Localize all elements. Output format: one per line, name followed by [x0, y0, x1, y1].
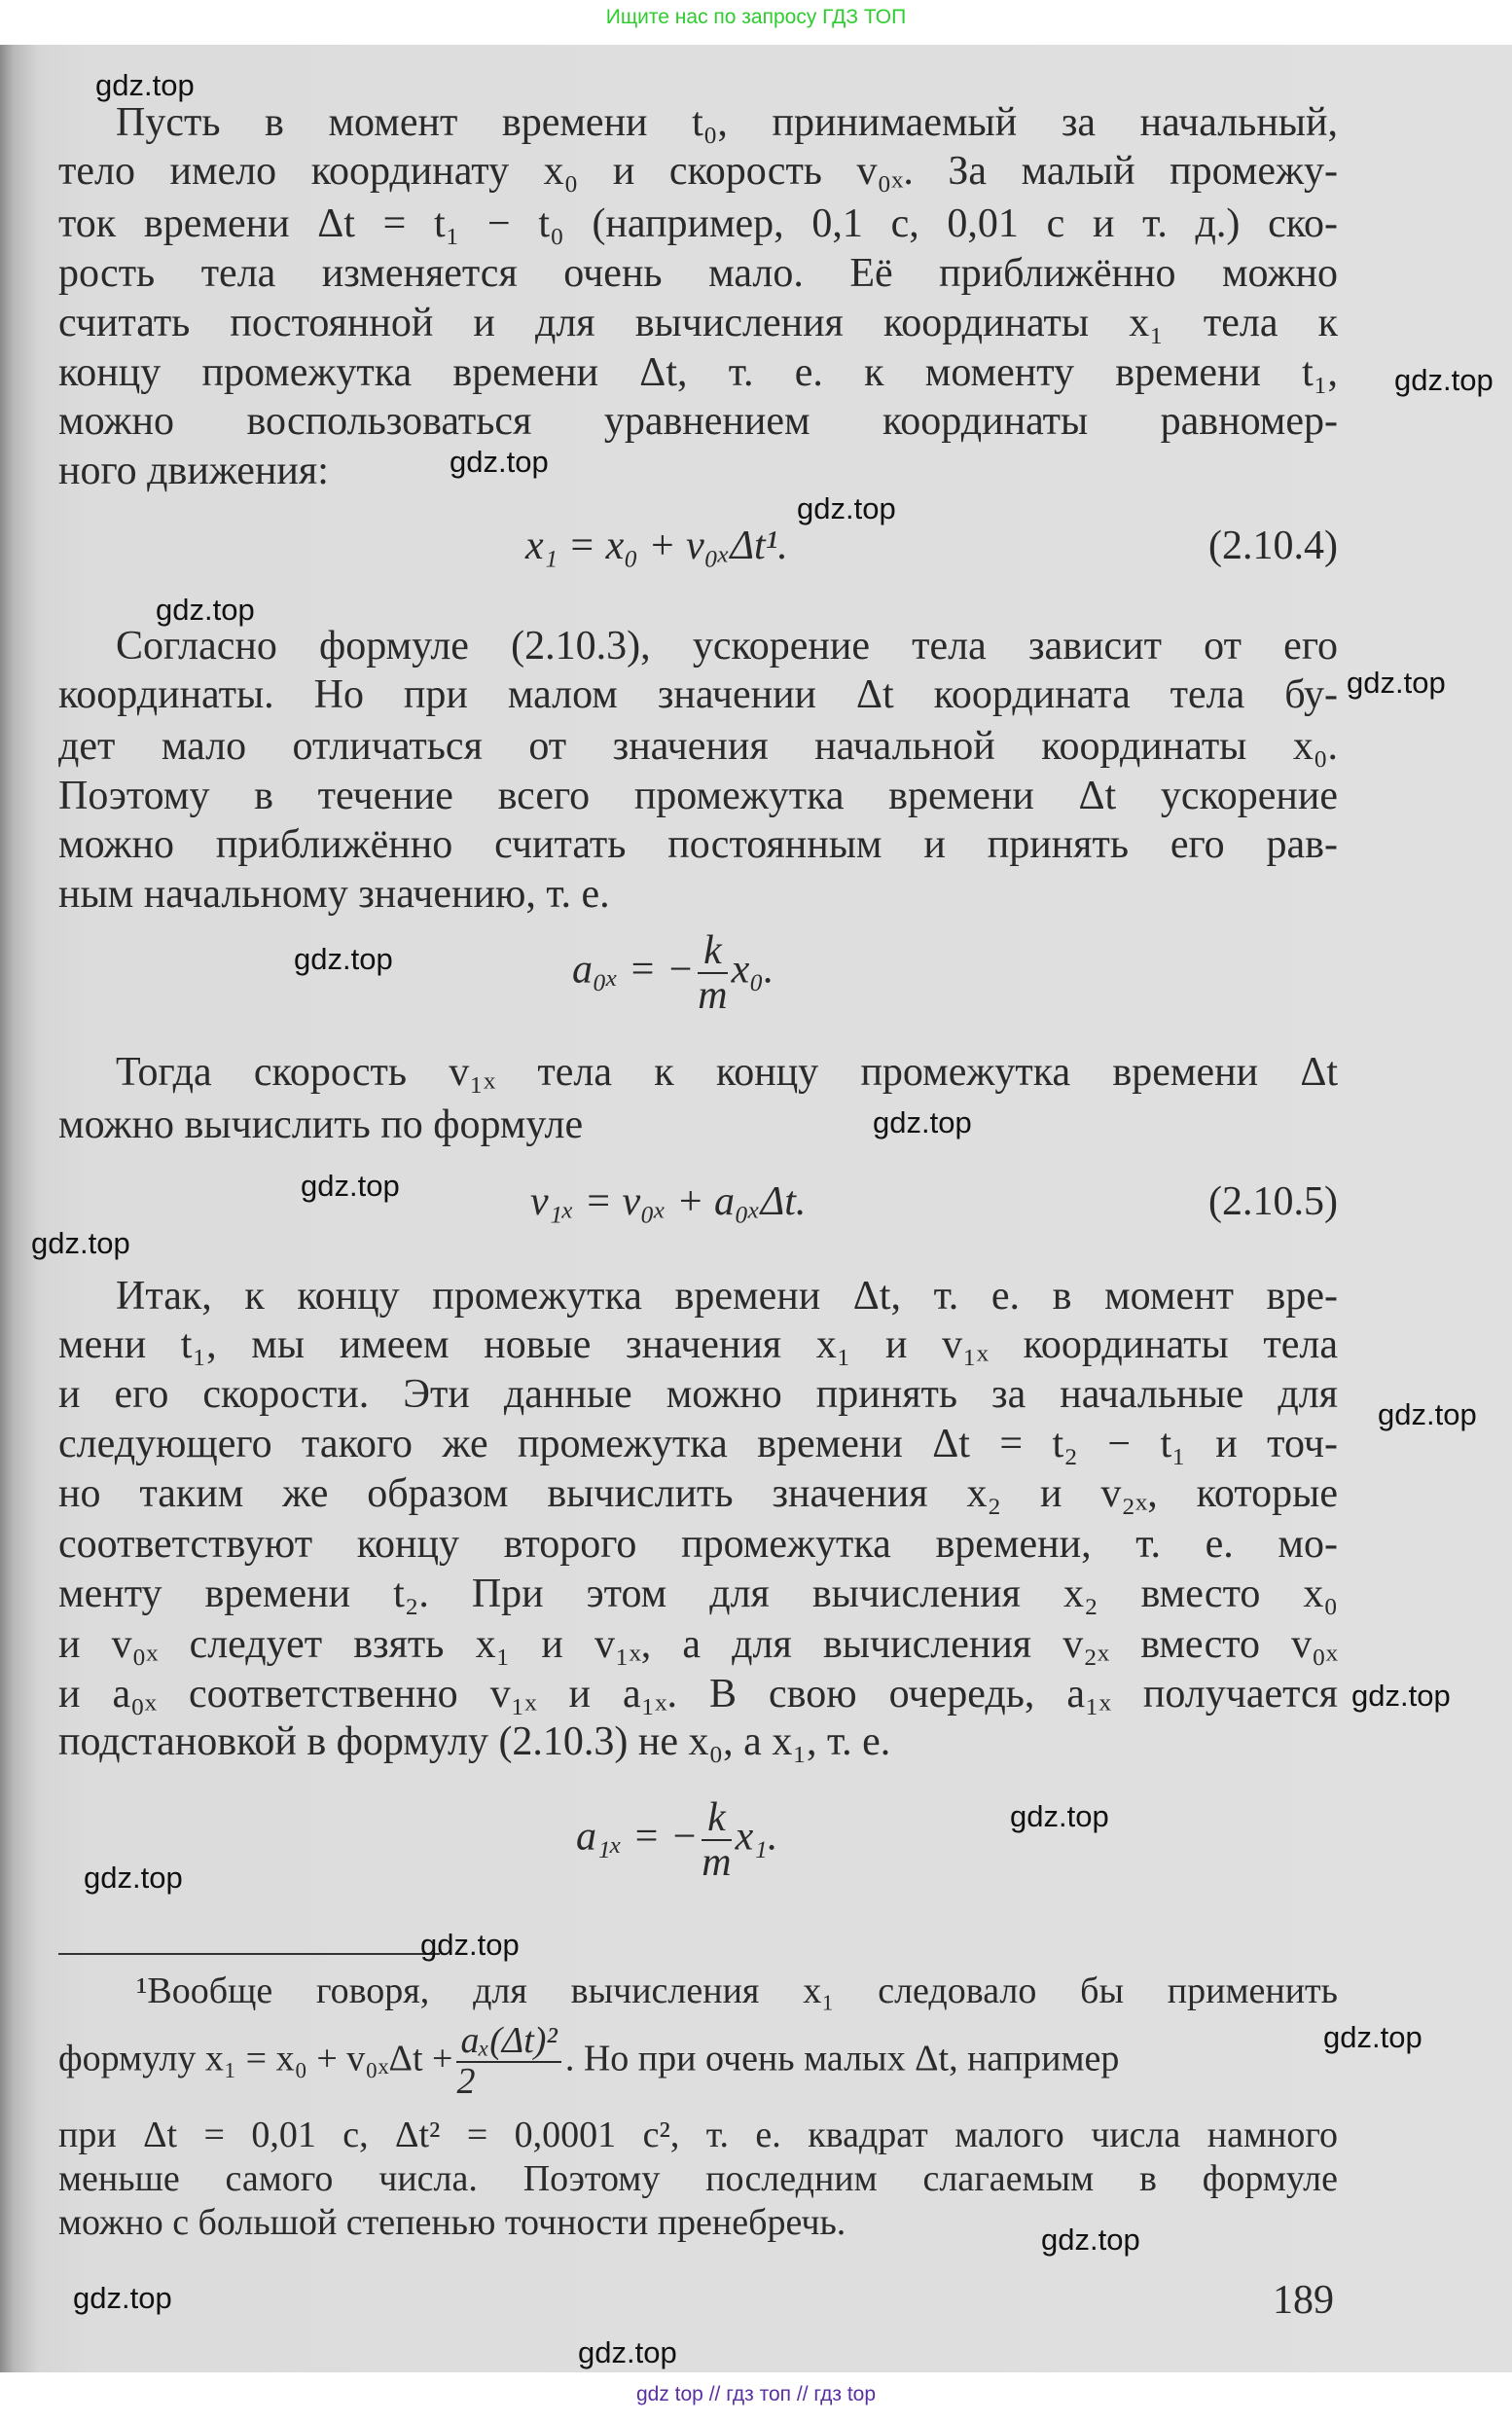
- watermark: gdz.top: [156, 593, 255, 627]
- watermark: gdz.top: [1378, 1397, 1477, 1431]
- watermark: gdz.top: [301, 1169, 400, 1203]
- eq-rhs: x₁.: [735, 1814, 778, 1860]
- text-line: Итак, к концу промежутка времени Δt, т. е. в момент вре-: [116, 1274, 1338, 1319]
- text-line: рость тела изменяется очень мало. Её приближённо можно: [58, 251, 1338, 296]
- equation-a1x: [576, 1796, 777, 1884]
- text-line: концу промежутка времени Δt, т. е. к моменту времени t₁,: [58, 350, 1338, 395]
- text-line: Поэтому в течение всего промежутка времени Δt ускорение: [58, 774, 1338, 818]
- text-line: ток времени Δt = t₁ − t₀ (например, 0,1 с, 0,01 с и т. д.) ско-: [58, 201, 1338, 246]
- text-line: следующего такого же промежутка времени Δt = t₂ − t₁ и точ-: [58, 1422, 1338, 1466]
- numerator: k: [698, 929, 727, 974]
- watermark: gdz.top: [450, 445, 549, 479]
- watermark: gdz.top: [578, 2335, 677, 2369]
- numerator: aₓ(Δt)²: [456, 2022, 560, 2063]
- footnote-line: можно с большой степенью точности пренебречь.: [58, 2202, 846, 2243]
- text-line: координаты. Но при малом значении Δt координата тела бу-: [58, 672, 1338, 717]
- text-line: и его скорости. Эти данные можно принять за начальные для: [58, 1372, 1338, 1417]
- watermark: gdz.top: [873, 1105, 972, 1139]
- text-line: можно приближённо считать постоянным и принять его рав-: [58, 822, 1338, 867]
- equation-2-10-5: v₁ₓ = v₀ₓ + a₀ₓΔt.: [530, 1179, 807, 1224]
- watermark: gdz.top: [1347, 666, 1446, 700]
- text-line: мени t₁, мы имеем новые значения x₁ и v₁ₓ координаты тела: [58, 1322, 1338, 1367]
- fraction: [702, 1796, 731, 1884]
- text-line: менту времени t₂. При этом для вычисления x₂ вместо x₀: [58, 1572, 1338, 1616]
- watermark: gdz.top: [420, 1928, 520, 1962]
- fraction: [456, 2022, 560, 2102]
- fraction: [698, 929, 727, 1017]
- text-line: ным начальному значению, т. е.: [58, 872, 610, 917]
- eq-lhs: a₀ₓ = −: [572, 947, 695, 993]
- eq-lhs: a₁ₓ = −: [576, 1814, 699, 1860]
- denominator: m: [698, 973, 728, 1019]
- text-line: и a₀ₓ соответственно v₁ₓ и a₁ₓ. В свою очередь, a₁ₓ получается: [58, 1672, 1338, 1717]
- text-line: но таким же образом вычислить значения x₂ и v₂ₓ, которые: [58, 1471, 1338, 1516]
- eq-rhs: x₀.: [731, 947, 774, 993]
- watermark: gdz.top: [1323, 2020, 1422, 2054]
- footnote-formula-end: . Но при очень малых Δt, например: [564, 2038, 1120, 2079]
- banner-text[interactable]: Ищите нас по запросу ГДЗ ТОП: [605, 6, 907, 28]
- equation-number-2-10-5: (2.10.5): [1208, 1179, 1338, 1224]
- watermark: gdz.top: [95, 68, 195, 102]
- watermark: gdz.top: [797, 491, 896, 525]
- text-line: Согласно формуле (2.10.3), ускорение тела зависит от его: [116, 624, 1338, 669]
- text-line: можно вычислить по формуле: [58, 1103, 584, 1147]
- watermark: gdz.top: [1010, 1799, 1109, 1833]
- footnote-divider: [58, 1953, 440, 1955]
- text-line: соответствуют концу второго промежутка времени, т. е. мо-: [58, 1522, 1338, 1567]
- page-number: 189: [1273, 2278, 1334, 2323]
- footnote-line: [58, 2022, 1338, 2102]
- text-line: считать постоянной и для вычисления координаты x₁ тела к: [58, 301, 1338, 345]
- footnote-formula-start: формулу x₁ = x₀ + v₀ₓΔt +: [58, 2038, 453, 2079]
- watermark: gdz.top: [1351, 1679, 1451, 1713]
- watermark: gdz.top: [84, 1861, 183, 1895]
- denominator: m: [702, 1840, 732, 1886]
- text-line: тело имело координату x₀ и скорость v₀ₓ. За малый промежу-: [58, 149, 1338, 194]
- equation-a0x: [572, 929, 774, 1017]
- text-line: Пусть в момент времени t₀, принимаемый за начальный,: [116, 100, 1338, 145]
- text-line: можно воспользоваться уравнением координаты равномер-: [58, 399, 1338, 444]
- bottom-footer: [0, 2372, 1512, 2422]
- text-line: и v₀ₓ следует взять x₁ и v₁ₓ, а для вычисления v₂ₓ вместо v₀ₓ: [58, 1622, 1338, 1667]
- footnote-line: при Δt = 0,01 с, Δt² = 0,0001 с², т. е. квадрат малого числа намного: [58, 2115, 1338, 2155]
- watermark: gdz.top: [1394, 363, 1494, 397]
- watermark: gdz.top: [294, 942, 393, 976]
- text-line: подстановкой в формулу (2.10.3) не x₀, а x₁, т. е.: [58, 1719, 891, 1764]
- footnote-line: ¹Вообще говоря, для вычисления x₁ следовало бы применить: [136, 1970, 1338, 2011]
- top-banner: [0, 0, 1512, 45]
- footer-links[interactable]: gdz top // гдз топ // гдз top: [635, 2383, 877, 2405]
- numerator: k: [702, 1796, 731, 1841]
- equation-2-10-4: x₁ = x₀ + v₀ₓΔt¹.: [525, 524, 788, 568]
- text-line: ного движения:: [58, 449, 329, 493]
- equation-number-2-10-4: (2.10.4): [1208, 524, 1338, 568]
- text-line: дет мало отличаться от значения начальной координаты x₀.: [58, 724, 1338, 769]
- watermark: gdz.top: [73, 2281, 172, 2315]
- footnote-line: меньше самого числа. Поэтому последним слагаемым в формуле: [58, 2158, 1338, 2199]
- denominator: 2: [456, 2060, 476, 2102]
- watermark: gdz.top: [1041, 2223, 1140, 2257]
- watermark: gdz.top: [31, 1226, 130, 1260]
- text-line: Тогда скорость v₁ₓ тела к концу промежутка времени Δt: [116, 1050, 1338, 1095]
